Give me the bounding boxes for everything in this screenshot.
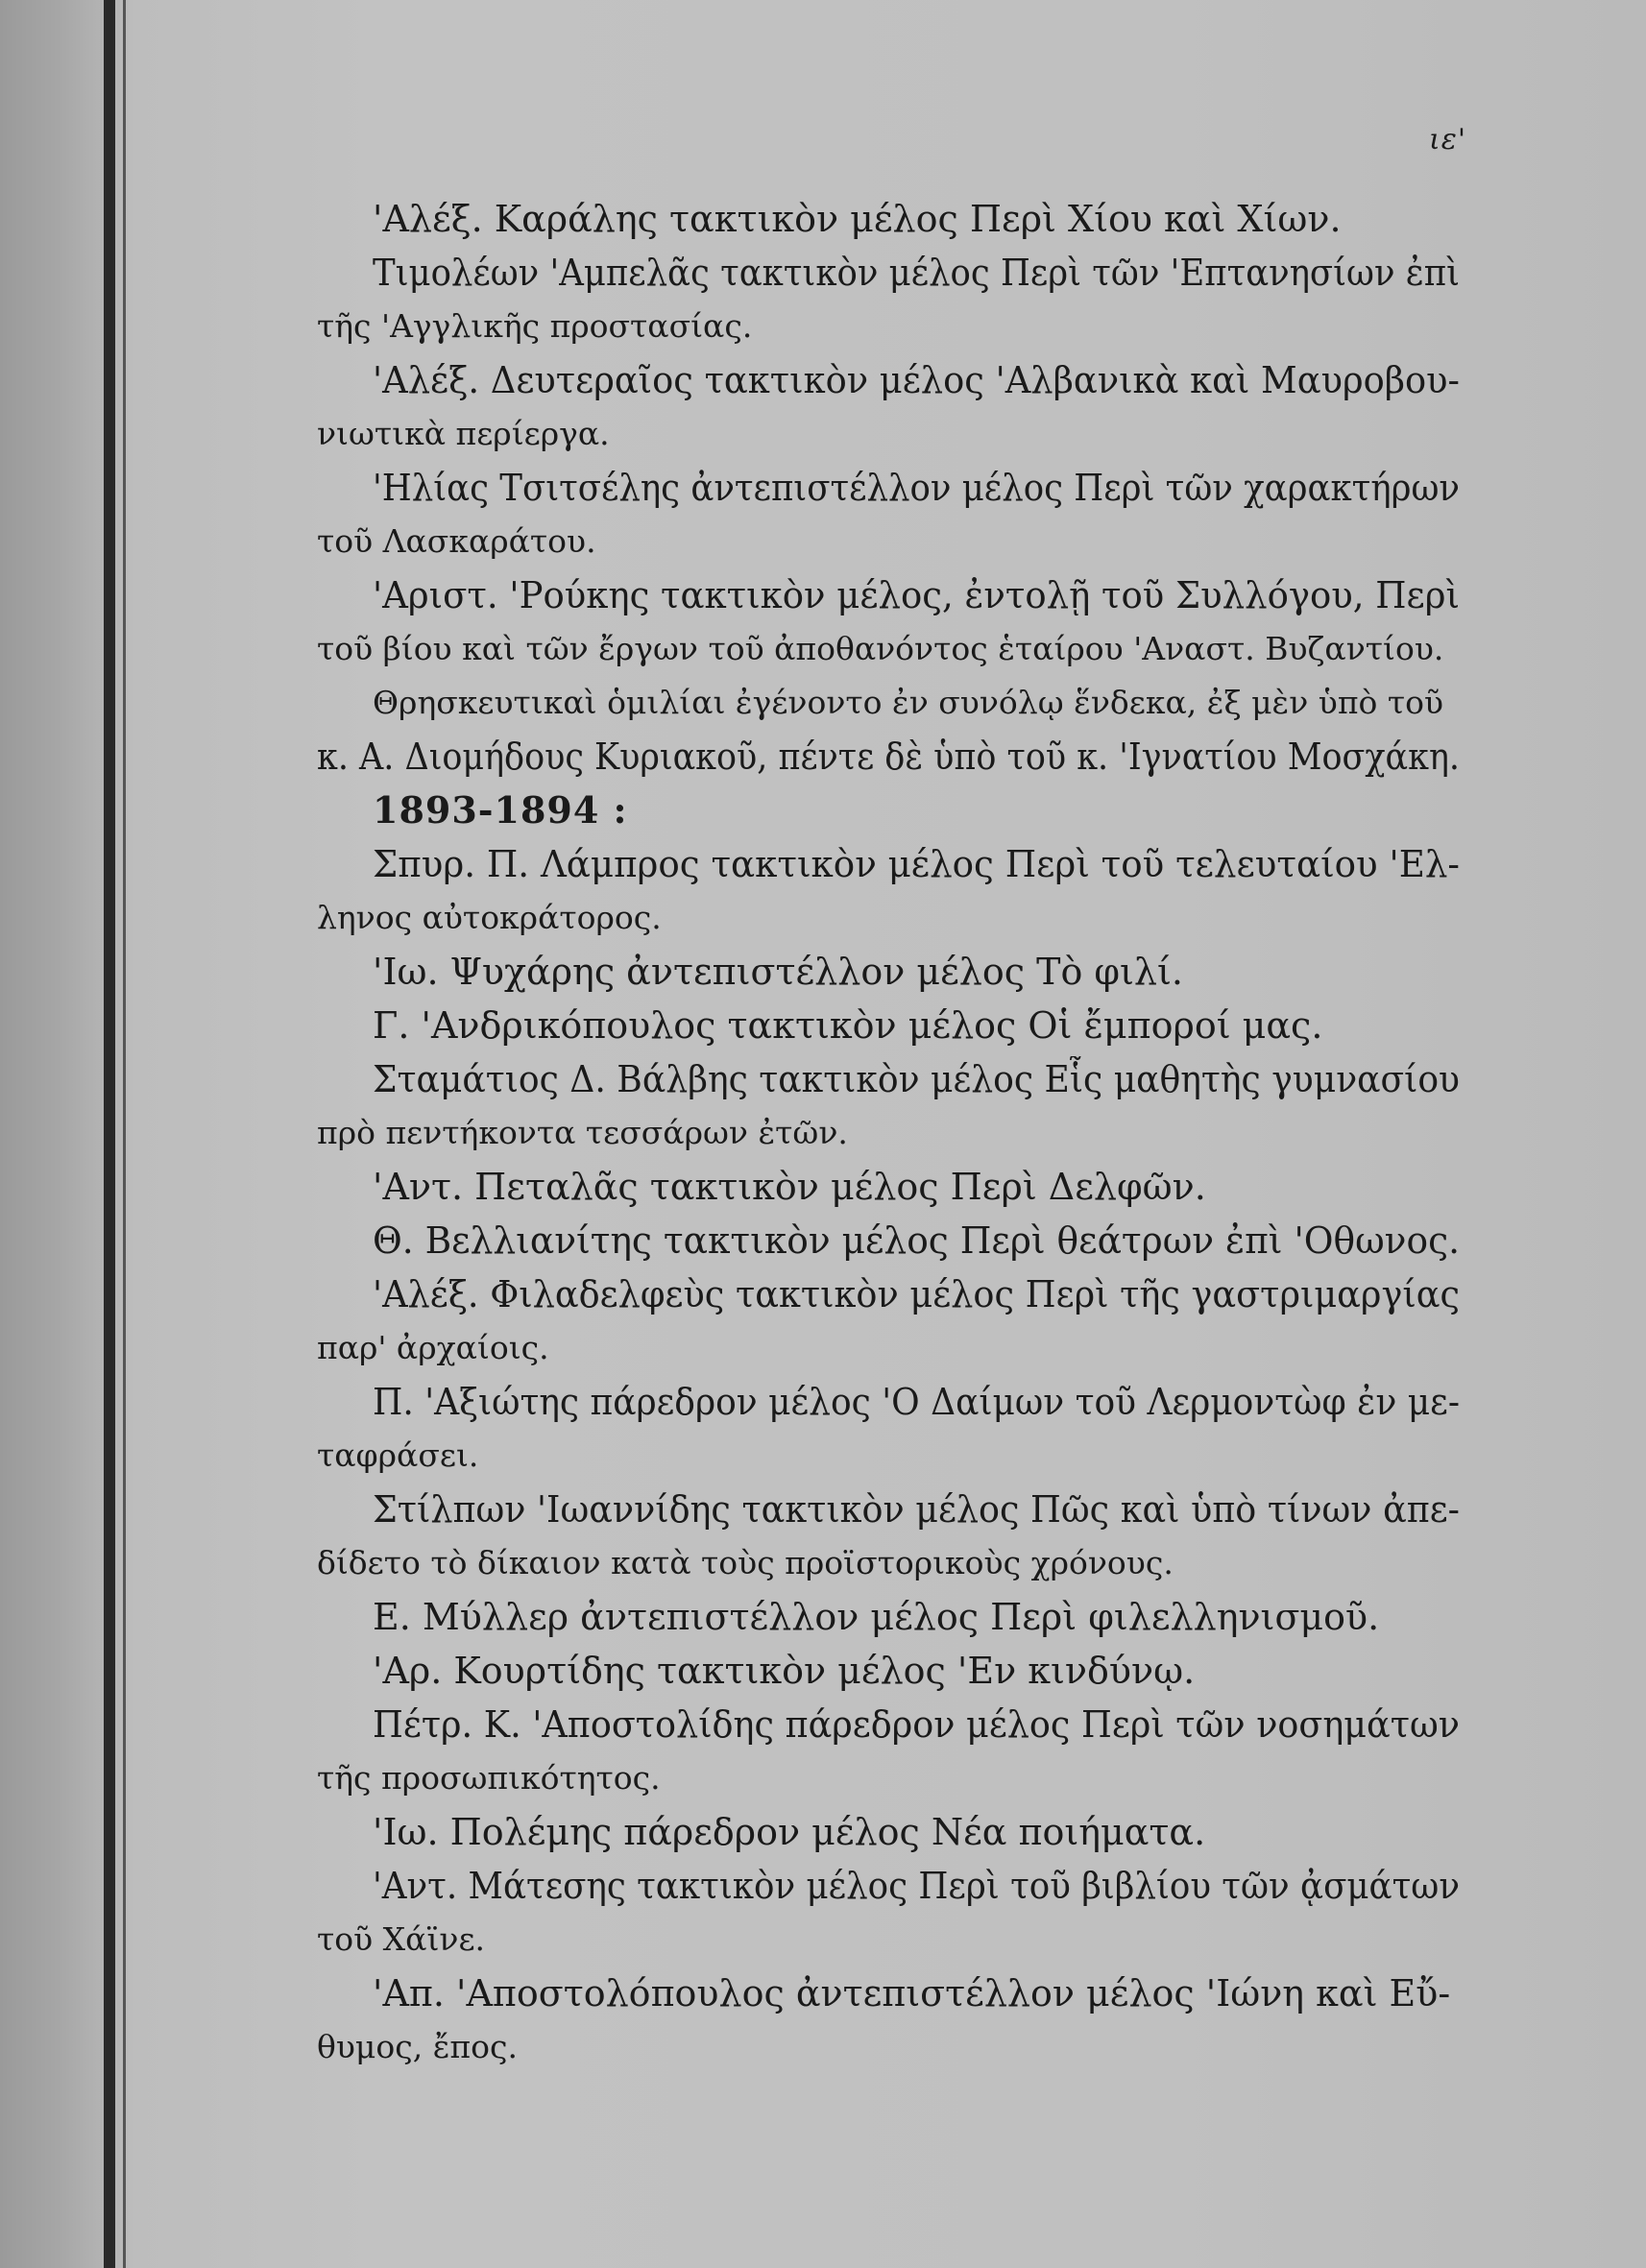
text-line: 'Ιω. Ψυχάρης ἀντεπιστέλλον μέλος Τὸ φιλί.	[373, 951, 1183, 993]
text-line: Στίλπων 'Ιωαννίδης τακτικὸν μέλος Πῶς καὶ ὑπὸ τίνων ἀπε-	[373, 1488, 1460, 1531]
text-line: τοῦ Χάϊνε.	[317, 1920, 486, 1958]
binding-gutter	[104, 0, 115, 2268]
text-line: Θ. Βελλιανίτης τακτικὸν μέλος Περὶ θεάτρων ἐπὶ 'Οθωνος.	[373, 1219, 1460, 1262]
text-line: νιωτικὰ περίεργα.	[317, 415, 610, 452]
text-line: ληνος αὐτοκράτορος.	[317, 899, 662, 936]
text-line: 'Αριστ. 'Ρούκης τακτικὸν μέλος, ἐντολῇ τοῦ Συλλόγου, Περὶ	[373, 574, 1460, 616]
text-line: 'Αλέξ. Δευτεραῖος τακτικὸν μέλος 'Αλβανικὰ καὶ Μαυροβου-	[373, 359, 1460, 401]
text-line: θυμος, ἔπος.	[317, 2028, 518, 2065]
text-line: πρὸ πεντήκοντα τεσσάρων ἐτῶν.	[317, 1114, 848, 1151]
text-line: Ε. Μύλλερ ἀντεπιστέλλον μέλος Περὶ φιλελληνισμοῦ.	[373, 1596, 1380, 1638]
text-line: 'Ιω. Πολέμης πάρεδρον μέλος Νέα ποιήματα.	[373, 1811, 1206, 1853]
text-line: Θρησκευτικαὶ ὁμιλίαι ἐγένοντο ἐν συνόλῳ ἕνδεκα, ἐξ μὲν ὑπὸ τοῦ	[373, 684, 1444, 721]
text-line: Τιμολέων 'Αμπελᾶς τακτικὸν μέλος Περὶ τῶν 'Επτανησίων ἐπὶ	[373, 252, 1460, 294]
text-line: Σταμάτιος Δ. Βάλβης τακτικὸν μέλος Εἷς μαθητὴς γυμνασίου	[373, 1058, 1460, 1100]
text-line: τῆς προσωπικότητος.	[317, 1759, 661, 1797]
text-line: παρ' ἀρχαίοις.	[317, 1329, 549, 1366]
text-line: Γ. 'Ανδρικόπουλος τακτικὸν μέλος Οἱ ἔμποροί μας.	[373, 1004, 1323, 1047]
section-heading-year: 1893-1894 :	[373, 788, 628, 832]
body-text	[317, 192, 1460, 2074]
text-line: Π. 'Αξιώτης πάρεδρον μέλος 'Ο Δαίμων τοῦ Λερμοντὼφ ἐν με-	[373, 1381, 1460, 1423]
text-line: δίδετο τὸ δίκαιον κατὰ τοὺς προϊστορικοὺς χρόνους.	[317, 1544, 1174, 1581]
text-line: Πέτρ. Κ. 'Αποστολίδης πάρεδρον μέλος Περὶ τῶν νοσημάτων	[373, 1703, 1460, 1746]
text-line: 'Αρ. Κουρτίδης τακτικὸν μέλος 'Εν κινδύνῳ.	[373, 1650, 1196, 1692]
text-line: 'Απ. 'Αποστολόπουλος ἀντεπιστέλλον μέλος 'Ιώνη καὶ Εὔ-	[373, 1972, 1451, 2015]
text-line: τοῦ βίου καὶ τῶν ἔργων τοῦ ἀποθανόντος ἑταίρου 'Αναστ. Βυζαντίου.	[317, 630, 1444, 667]
text-line: τοῦ Λασκαράτου.	[317, 522, 596, 560]
text-line: κ. Α. Διομήδους Κυριακοῦ, πέντε δὲ ὑπὸ τοῦ κ. 'Ιγνατίου Μοσχάκη.	[317, 736, 1460, 778]
text-line: 'Αντ. Πεταλᾶς τακτικὸν μέλος Περὶ Δελφῶν.	[373, 1166, 1206, 1208]
text-line: Σπυρ. Π. Λάμπρος τακτικὸν μέλος Περὶ τοῦ τελευταίου 'Ελ-	[373, 843, 1460, 885]
binding-gutter-edge	[123, 0, 126, 2268]
text-line: 'Ηλίας Τσιτσέλης ἀντεπιστέλλον μέλος Περὶ τῶν χαρακτήρων	[373, 467, 1460, 509]
page-number: ιε'	[1429, 123, 1467, 157]
text-line: τῆς 'Αγγλικῆς προστασίας.	[317, 307, 753, 345]
text-line: ταφράσει.	[317, 1436, 479, 1474]
text-line: 'Αλέξ. Φιλαδελφεὺς τακτικὸν μέλος Περὶ τῆς γαστριμαργίας	[373, 1273, 1460, 1315]
text-line: 'Αντ. Μάτεσης τακτικὸν μέλος Περὶ τοῦ βιβλίου τῶν ᾀσμάτων	[373, 1865, 1460, 1907]
text-line: 'Αλέξ. Καράλης τακτικὸν μέλος Περὶ Χίου καὶ Χίων.	[373, 198, 1342, 240]
